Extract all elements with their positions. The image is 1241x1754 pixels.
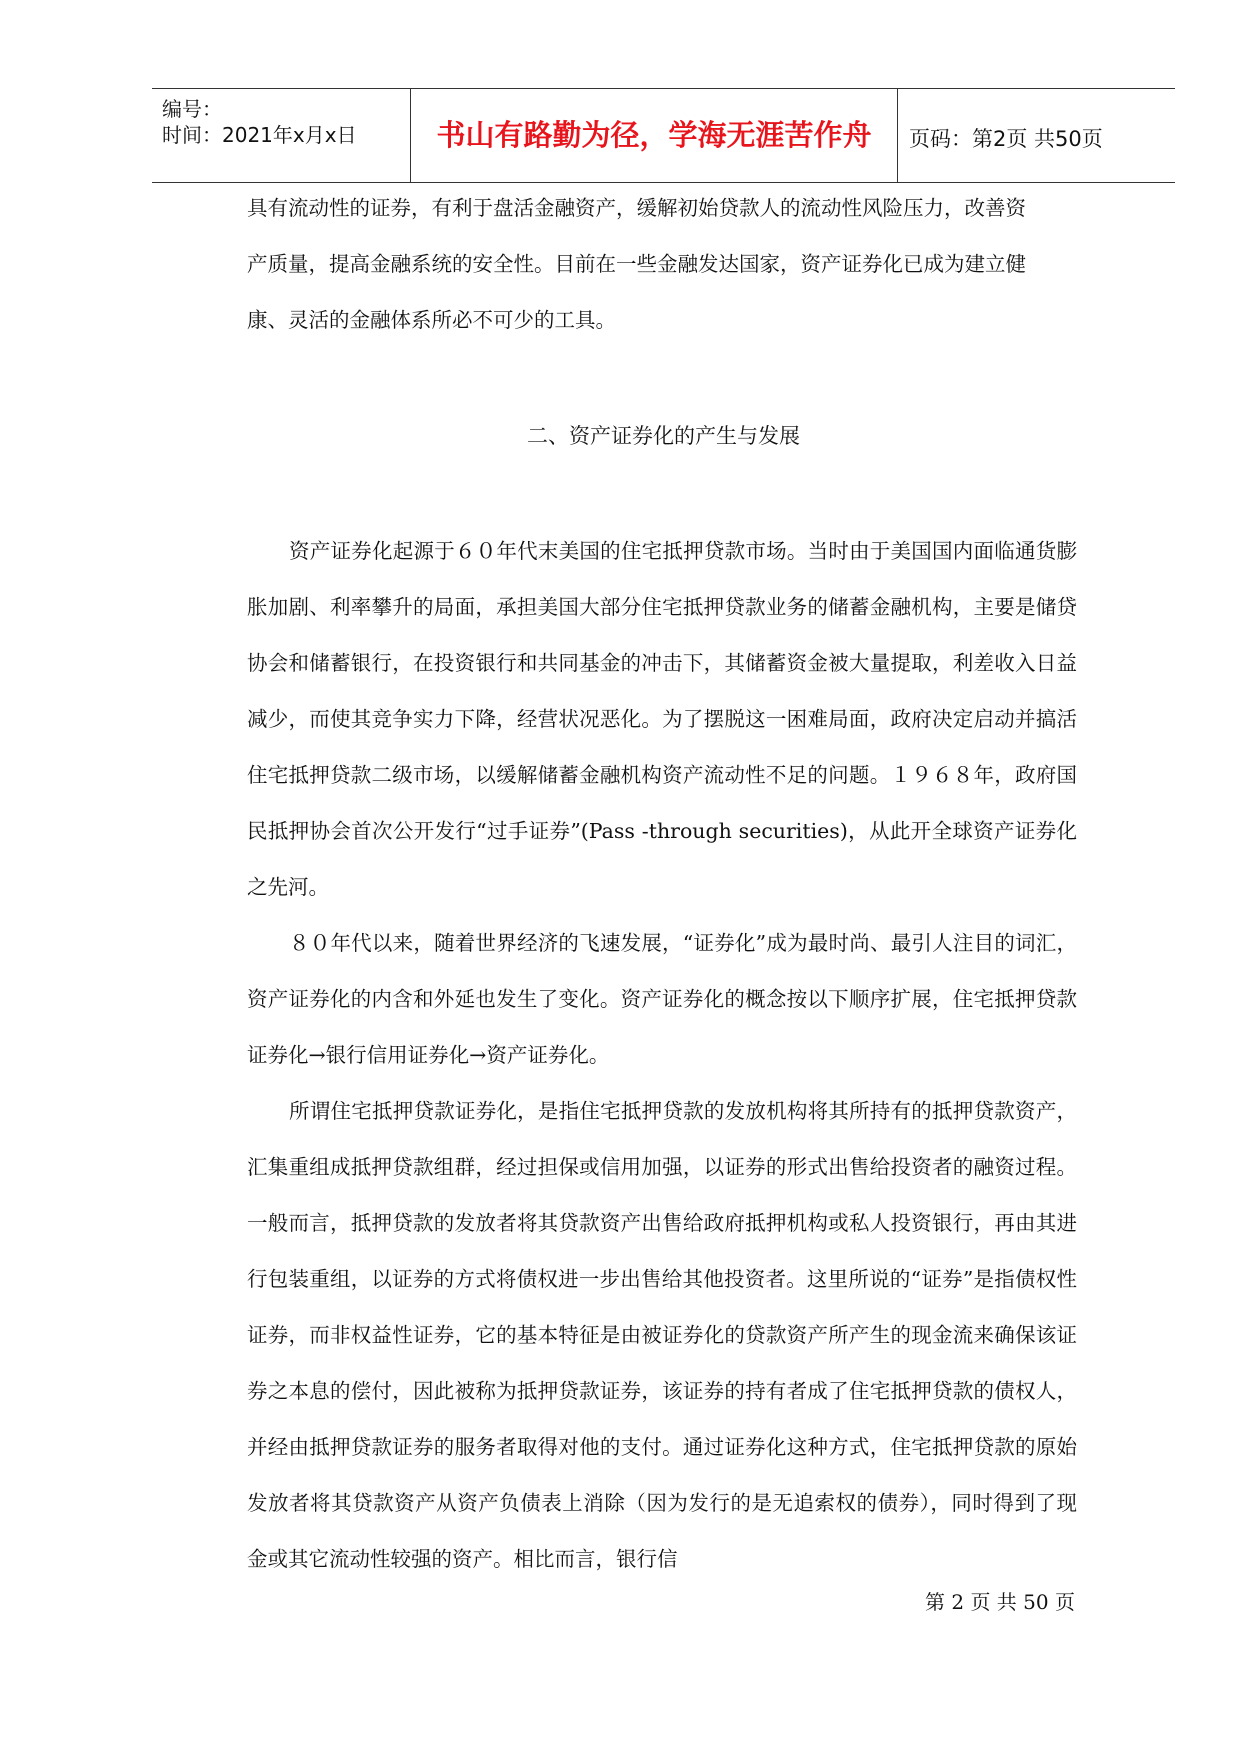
paragraph-eighties: ８０年代以来，随着世界经济的飞速发展，“证券化”成为最时尚、最引人注目的词汇，资产证券化的内含和外延也发生了变化。资产证券化的概念按以下顺序扩展，住宅抵押贷款证券化→银行信用证券化→资产证券化。 — [247, 931, 1077, 1067]
page-footer: 第 2 页 共 50 页 — [925, 1590, 1075, 1614]
main-text — [247, 523, 1077, 1587]
intro-paragraph — [247, 180, 1077, 348]
page-header — [152, 88, 1175, 183]
intro-line: 具有流动性的证券，有利于盘活金融资产，缓解初始贷款人的流动性风险压力，改善资 — [247, 196, 1026, 220]
document-number-label: 编号： — [162, 97, 222, 121]
paragraph-origin: 资产证券化起源于６０年代末美国的住宅抵押贷款市场。当时由于美国国内面临通货膨胀加剧、利率攀升的局面，承担美国大部分住宅抵押贷款业务的储蓄金融机构，主要是储贷协会和储蓄银行，在投资银行和共同基金的冲击下，其储蓄资金被大量提取，利差收入日益减少，而使其竞争实力下降，经营状况恶化。为了摆脱这一困难局面，政府决定启动并搞活住宅抵押贷款二级市场，以缓解储蓄金融机构资产流动性不足的问题。１９６８年，政府国民抵押协会首次公开发行“过手证券”(Pass -through securities)，从此开全球资产证券化之先河。 — [247, 539, 1077, 899]
section-title: 二、资产证券化的产生与发展 — [527, 424, 800, 448]
header-page-cell — [897, 89, 1175, 182]
header-meta-cell — [152, 89, 410, 182]
header-page-info: 页码：第2页 共50页 — [909, 127, 1103, 151]
intro-line: 产质量，提高金融系统的安全性。目前在一些金融发达国家，资产证券化已成为建立健 — [247, 252, 1026, 276]
intro-line: 康、灵活的金融体系所必不可少的工具。 — [247, 308, 616, 332]
header-motto: 书山有路勤为径，学海无涯苦作舟 — [436, 118, 872, 152]
document-time-label: 时间：2021年x月x日 — [162, 123, 357, 147]
paragraph-mortgage-securitization: 所谓住宅抵押贷款证券化，是指住宅抵押贷款的发放机构将其所持有的抵押贷款资产，汇集重组成抵押贷款组群，经过担保或信用加强，以证券的形式出售给投资者的融资过程。一般而言，抵押贷款的发放者将其贷款资产出售给政府抵押机构或私人投资银行，再由其进行包装重组，以证券的方式将债权进一步出售给其他投资者。这里所说的“证券”是指债权性证券，而非权益性证券，它的基本特征是由被证券化的贷款资产所产生的现金流来确保该证券之本息的偿付，因此被称为抵押贷款证券，该证券的持有者成了住宅抵押贷款的债权人，并经由抵押贷款证券的服务者取得对他的支付。通过证券化这种方式，住宅抵押贷款的原始发放者将其贷款资产从资产负债表上消除（因为发行的是无追索权的债券），同时得到了现金或其它流动性较强的资产。相比而言，银行信 — [247, 1099, 1077, 1571]
header-motto-cell — [410, 89, 898, 182]
